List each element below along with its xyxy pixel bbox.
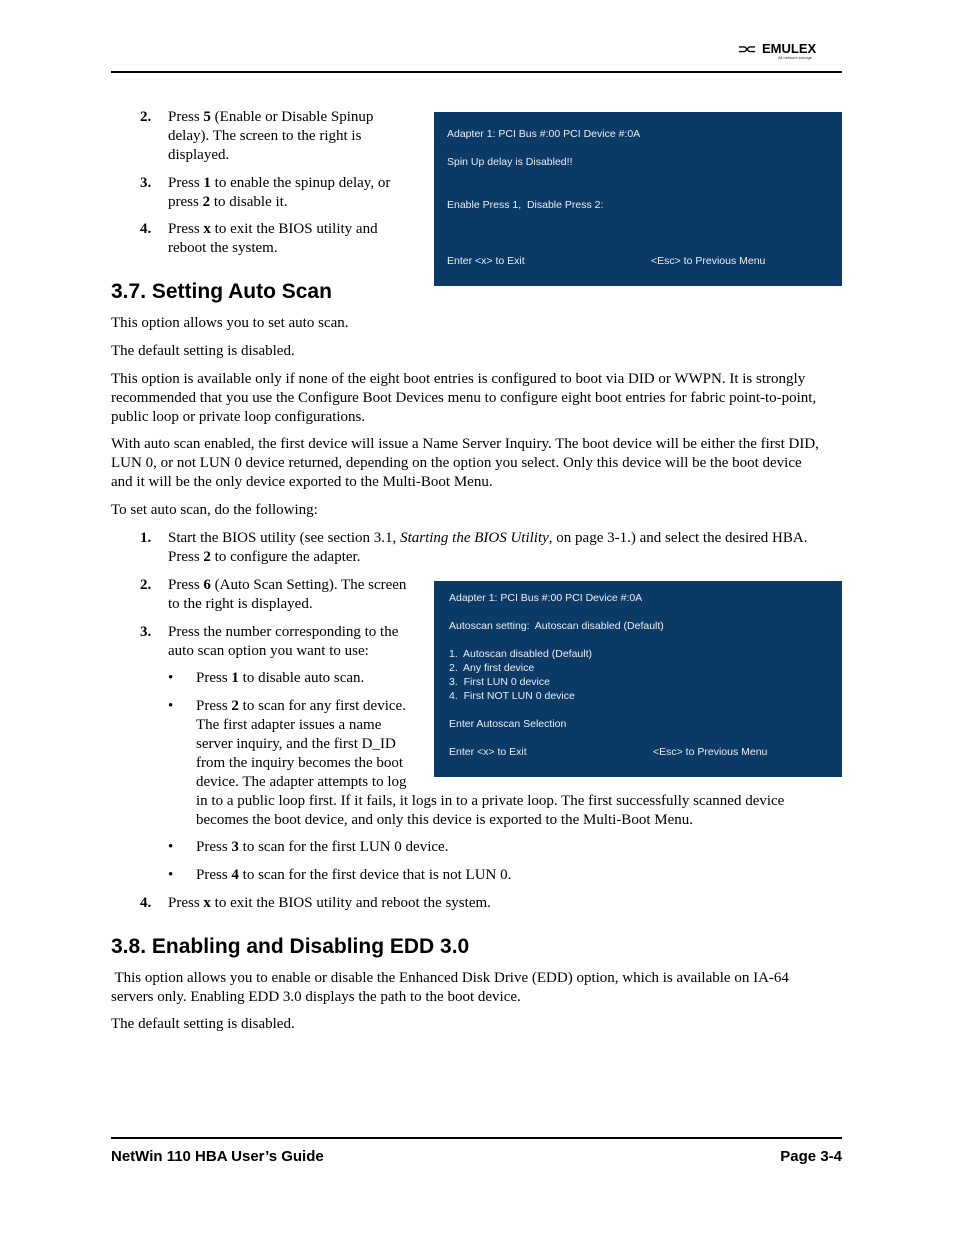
emulex-logo-tagline: All network storage xyxy=(778,55,813,60)
section-heading: 3.8. Enabling and Disabling EDD 3.0 xyxy=(111,935,470,958)
step-number: 4. xyxy=(140,895,152,911)
screen-exit: Enter <x> to Exit xyxy=(449,746,527,758)
bios-screen-spinup xyxy=(434,112,842,286)
bullet-text: Press 2 to scan for any first device. The first adapter issues a name server inquiry, and the first D_ID from the inquiry becomes the boot device. The adapter attempts to log in to a public loop first. If it fails, it logs in to a private loop. The first successfully scanned device becomes the boot device, and only this device is exported to the Multi-Boot Menu. xyxy=(196,698,785,828)
screen-prev: <Esc> to Previous Menu xyxy=(653,746,768,758)
step-text: Press x to exit the BIOS utility and reboot the system. xyxy=(168,895,491,911)
emulex-logo-icon: ⊃⊂ xyxy=(738,42,755,56)
header-rule xyxy=(111,71,842,73)
bullet: • xyxy=(168,698,174,714)
screen-line: Spin Up delay is Disabled!! xyxy=(447,156,573,168)
step-number: 1. xyxy=(140,530,152,546)
step-text: Press the number corresponding to the auto scan option you want to use: xyxy=(168,624,399,659)
screen-option: 3. First LUN 0 device xyxy=(449,676,550,688)
bullet-text: Press 1 to disable auto scan. xyxy=(196,670,365,686)
bullet: • xyxy=(168,867,174,883)
bios-screen-autoscan xyxy=(434,581,842,777)
emulex-logo xyxy=(738,40,838,62)
screen-option: 1. Autoscan disabled (Default) xyxy=(449,648,593,660)
paragraph: This option allows you to set auto scan. xyxy=(111,315,349,331)
step-number: 4. xyxy=(140,221,152,237)
screen-line: Autoscan setting: Autoscan disabled (Default) xyxy=(449,620,664,632)
step-number: 3. xyxy=(140,175,152,191)
bullet: • xyxy=(168,670,174,686)
screen-prompt: Enter Autoscan Selection xyxy=(449,718,567,730)
step-text: Start the BIOS utility (see section 3.1, Starting the BIOS Utility, on page 3-1.) and select the desired HBA. Press 2 to configure the adapter. xyxy=(168,530,808,565)
footer-title: NetWin 110 HBA User’s Guide xyxy=(111,1148,324,1165)
step-text: Press 5 (Enable or Disable Spinup delay). The screen to the right is displayed. xyxy=(168,109,374,163)
section-heading: 3.7. Setting Auto Scan xyxy=(111,280,332,303)
screen-option: 2. Any first device xyxy=(449,662,535,674)
paragraph: The default setting is disabled. xyxy=(111,1016,295,1032)
bullet-text: Press 3 to scan for the first LUN 0 device. xyxy=(196,839,449,855)
bullet-text: Press 4 to scan for the first device that is not LUN 0. xyxy=(196,867,512,883)
paragraph: With auto scan enabled, the first device will issue a Name Server Inquiry. The boot device will be either the first DID, LUN 0, or not LUN 0 device returned, depending on the option you select. Only this device will be the boot device and it will be the only device exported to the Multi-Boot Menu. xyxy=(111,436,819,490)
screen-line: Enable Press 1, Disable Press 2: xyxy=(447,199,604,211)
step-text: Press x to exit the BIOS utility and reboot the system. xyxy=(168,221,378,256)
paragraph: This option allows you to enable or disable the Enhanced Disk Drive (EDD) option, which is available on IA-64 servers only. Enabling EDD 3.0 displays the path to the boot device. xyxy=(111,970,789,1005)
screen-prev: <Esc> to Previous Menu xyxy=(651,255,766,267)
step-number: 3. xyxy=(140,624,152,640)
paragraph: This option is available only if none of the eight boot entries is configured to boot via DID or WWPN. It is strongly recommended that you use the Configure Boot Devices menu to configure eight boot entries for fabric point-to-point, public loop or private loop configurations. xyxy=(111,371,817,425)
step-number: 2. xyxy=(140,109,152,125)
footer-rule xyxy=(111,1137,842,1139)
bullet: • xyxy=(168,839,174,855)
step-number: 2. xyxy=(140,577,152,593)
step-text: Press 6 (Auto Scan Setting). The screen to the right is displayed. xyxy=(168,577,407,612)
paragraph: To set auto scan, do the following: xyxy=(111,502,318,518)
screen-option: 4. First NOT LUN 0 device xyxy=(449,690,575,702)
emulex-logo-text: EMULEX xyxy=(762,41,817,56)
step-text: Press 1 to enable the spinup delay, or press 2 to disable it. xyxy=(168,175,391,210)
screen-line: Adapter 1: PCI Bus #:00 PCI Device #:0A xyxy=(447,128,641,140)
screen-line: Adapter 1: PCI Bus #:00 PCI Device #:0A xyxy=(449,592,643,604)
paragraph: The default setting is disabled. xyxy=(111,343,295,359)
screen-exit: Enter <x> to Exit xyxy=(447,255,525,267)
footer-page-number: Page 3-4 xyxy=(780,1148,842,1165)
